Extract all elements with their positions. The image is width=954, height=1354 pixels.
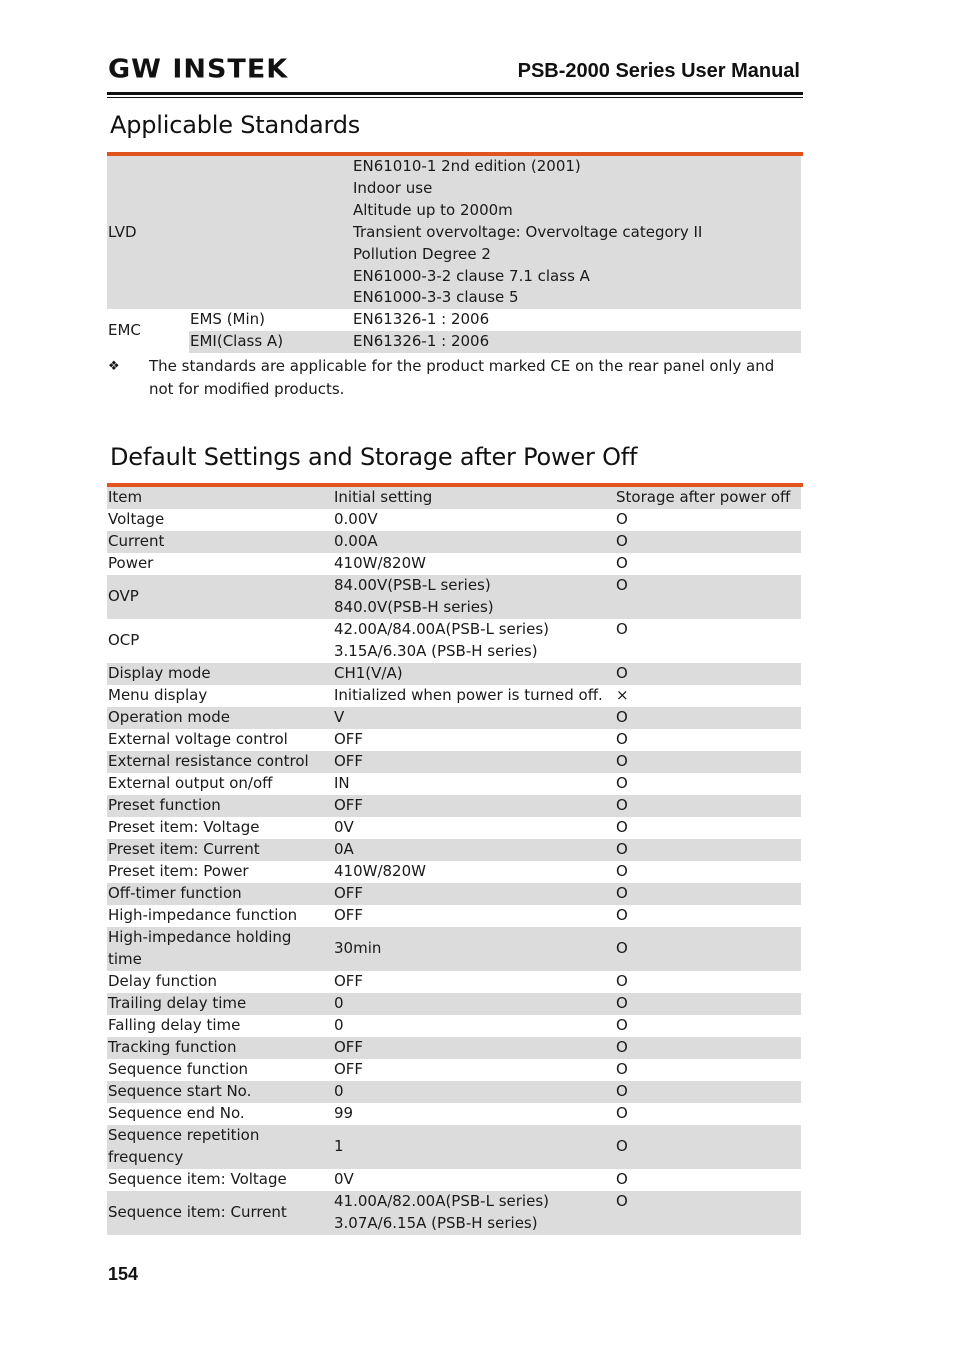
item-text: Delay function (108, 972, 218, 991)
table-row (107, 1059, 801, 1081)
storage-cell: O (615, 1081, 801, 1103)
item-cell (107, 1037, 333, 1059)
item-text: External voltage control (108, 730, 288, 749)
item-cell (107, 971, 333, 993)
item-cell (107, 795, 333, 817)
storage-cell: O (616, 620, 628, 638)
initial-setting-text: 84.00V(PSB-L series) (334, 576, 491, 595)
initial-setting-cell (333, 1059, 615, 1081)
storage-cell: O (615, 839, 801, 861)
storage-cell: O (616, 1016, 628, 1035)
storage-cell: O (616, 774, 628, 793)
item-text: Sequence item: Current (108, 1203, 287, 1222)
header-rule (107, 92, 803, 95)
storage-cell: O (615, 1125, 801, 1169)
storage-cell: O (616, 730, 628, 749)
initial-setting-cell (333, 795, 615, 817)
item-cell (107, 861, 333, 883)
initial-setting-cell (333, 619, 615, 663)
initial-setting-cell (333, 1081, 615, 1103)
table-row (107, 707, 801, 729)
initial-setting-cell (333, 883, 615, 905)
initial-setting-text: 42.00A/84.00A(PSB-L series) (334, 620, 549, 639)
initial-setting-cell (333, 839, 615, 861)
table-row (107, 773, 801, 795)
storage-cell: O (615, 663, 801, 685)
item-text: Preset item: Current (108, 840, 260, 859)
item-cell (107, 509, 333, 531)
item-cell (107, 1169, 333, 1191)
storage-cell: O (615, 531, 801, 553)
initial-setting-text: 99 (334, 1104, 354, 1123)
item-text: Sequence function (108, 1060, 249, 1079)
initial-setting-cell (333, 509, 615, 531)
table-row (107, 927, 801, 971)
item-cell (107, 1125, 333, 1169)
item-cell (107, 531, 333, 553)
table-row (107, 1103, 801, 1125)
table-row (107, 993, 801, 1015)
lvd-line: Altitude up to 2000m (353, 200, 513, 219)
initial-setting-cell (333, 773, 615, 795)
item-text: External resistance control (108, 752, 309, 771)
initial-setting-text: OFF (334, 796, 364, 815)
storage-cell: O (615, 1037, 801, 1059)
initial-setting-cell (333, 1103, 615, 1125)
emc-value: EN61326-1 : 2006 (350, 309, 801, 331)
initial-setting-text: 0 (334, 1082, 344, 1101)
item-text: Operation mode (108, 708, 230, 727)
item-text: time (108, 950, 142, 968)
emc-sub-label: EMS (Min) (189, 309, 350, 331)
lvd-line: Indoor use (353, 178, 433, 197)
item-text: OVP (108, 587, 139, 606)
initial-setting-text: 0V (334, 1170, 354, 1189)
item-cell (107, 927, 333, 971)
storage-cell: O (616, 554, 628, 573)
note-line: not for modified products. (149, 380, 345, 398)
initial-setting-cell (333, 531, 615, 553)
item-text: Display mode (108, 664, 211, 683)
item-text: Power (108, 554, 154, 573)
storage-cell: × (616, 686, 629, 705)
item-text: Sequence end No. (108, 1104, 245, 1123)
table-row (107, 1037, 801, 1059)
table-row (107, 817, 801, 839)
initial-setting-text: V (334, 708, 345, 727)
initial-setting-text: 41.00A/82.00A(PSB-L series) (334, 1192, 549, 1211)
default-settings-table (107, 487, 801, 1235)
table-row (107, 1015, 801, 1037)
storage-cell: O (616, 510, 628, 529)
section-title-default-settings: Default Settings and Storage after Power Off (110, 443, 638, 471)
lvd-lines (350, 156, 801, 309)
initial-setting-cell (333, 993, 615, 1015)
column-header: Storage after power off (615, 487, 801, 509)
storage-cell: O (616, 1104, 628, 1123)
item-text: Preset item: Power (108, 862, 249, 881)
table-row (107, 1191, 801, 1235)
section-title-applicable-standards: Applicable Standards (110, 111, 361, 139)
table-row (107, 1081, 801, 1103)
item-cell (107, 1081, 333, 1103)
item-text: Tracking function (108, 1038, 237, 1057)
standards-table (107, 156, 801, 353)
table-row (107, 729, 801, 751)
storage-cell: O (616, 972, 628, 991)
initial-setting-cell (333, 685, 615, 707)
item-text: External output on/off (108, 774, 273, 793)
item-cell (107, 883, 333, 905)
item-cell (107, 707, 333, 729)
initial-setting-text: 0V (334, 818, 354, 837)
table-row-emc (107, 331, 801, 353)
initial-setting-cell (333, 861, 615, 883)
initial-setting-text: 0 (334, 994, 344, 1013)
item-text: OCP (108, 631, 140, 650)
item-cell (107, 729, 333, 751)
table-row (107, 619, 801, 663)
initial-setting-cell (333, 663, 615, 685)
storage-cell: O (616, 1060, 628, 1079)
lvd-line: EN61000-3-2 clause 7.1 class A (353, 266, 590, 285)
initial-setting-text: 840.0V(PSB-H series) (334, 598, 494, 616)
initial-setting-cell (333, 905, 615, 927)
table-row (107, 883, 801, 905)
storage-cell: O (616, 818, 628, 837)
item-text: Sequence start No. (108, 1082, 252, 1101)
lvd-line: Pollution Degree 2 (353, 244, 491, 263)
storage-cell: O (615, 927, 801, 971)
gw-instek-logo: GW INSTEK (108, 54, 289, 85)
initial-setting-text: 0 (334, 1016, 344, 1035)
emc-value: EN61326-1 : 2006 (350, 331, 801, 353)
item-text: Menu display (108, 686, 208, 705)
lvd-line: Transient overvoltage: Overvoltage category II (353, 222, 703, 241)
column-header: Initial setting (333, 487, 615, 509)
table-row (107, 575, 801, 619)
column-header: Item (107, 487, 333, 509)
table-row (107, 751, 801, 773)
item-cell (107, 685, 333, 707)
item-cell (107, 751, 333, 773)
header-rule-thin (107, 97, 803, 98)
storage-cell: O (615, 883, 801, 905)
table-row (107, 795, 801, 817)
storage-cell: O (615, 1191, 801, 1235)
item-cell (107, 1103, 333, 1125)
storage-cell: O (615, 993, 801, 1015)
storage-cell: O (616, 1170, 628, 1189)
item-cell (107, 1191, 333, 1235)
table-row (107, 553, 801, 575)
emc-label: EMC (107, 309, 189, 353)
initial-setting-cell (333, 1169, 615, 1191)
initial-setting-text: OFF (334, 1038, 364, 1057)
initial-setting-cell (333, 817, 615, 839)
item-cell (107, 905, 333, 927)
item-cell (107, 773, 333, 795)
initial-setting-text: OFF (334, 906, 364, 925)
table-row (107, 839, 801, 861)
lvd-line: EN61000-3-3 clause 5 (353, 288, 519, 307)
item-text: Preset function (108, 796, 221, 815)
initial-setting-text: 30min (334, 939, 382, 958)
standards-note (108, 355, 798, 401)
storage-cell: O (616, 862, 628, 881)
item-text: Trailing delay time (108, 994, 247, 1013)
initial-setting-text: OFF (334, 730, 364, 749)
initial-setting-text: 3.15A/6.30A (PSB-H series) (334, 642, 538, 660)
initial-setting-cell (333, 1191, 615, 1235)
initial-setting-cell (333, 751, 615, 773)
item-text: Current (108, 532, 165, 551)
initial-setting-text: Initialized when power is turned off. (334, 686, 603, 705)
item-cell (107, 839, 333, 861)
item-cell (107, 1015, 333, 1037)
initial-setting-cell (333, 707, 615, 729)
table-row (107, 905, 801, 927)
item-text: Sequence repetition (108, 1126, 260, 1145)
lvd-label: LVD (107, 156, 350, 309)
table-header-row (107, 487, 801, 509)
item-cell (107, 1059, 333, 1081)
initial-setting-text: OFF (334, 972, 364, 991)
item-cell (107, 993, 333, 1015)
initial-setting-text: OFF (334, 884, 364, 903)
item-cell (107, 575, 333, 619)
table-row (107, 971, 801, 993)
initial-setting-cell (333, 575, 615, 619)
item-text: Sequence item: Voltage (108, 1170, 287, 1189)
initial-setting-cell (333, 1125, 615, 1169)
table-row (107, 861, 801, 883)
item-text: Voltage (108, 510, 165, 529)
initial-setting-cell (333, 553, 615, 575)
item-cell (107, 553, 333, 575)
storage-cell: O (615, 751, 801, 773)
initial-setting-text: CH1(V/A) (334, 664, 403, 683)
initial-setting-text: OFF (334, 752, 364, 771)
table-row (107, 1169, 801, 1191)
storage-cell: O (615, 795, 801, 817)
initial-setting-text: 0.00A (334, 532, 378, 551)
table-row (107, 531, 801, 553)
diamond-bullet-icon: ❖ (108, 359, 120, 374)
initial-setting-text: IN (334, 774, 350, 793)
emc-sub-label: EMI(Class A) (189, 331, 350, 353)
item-text: Preset item: Voltage (108, 818, 260, 837)
note-line: The standards are applicable for the product marked CE on the rear panel only and (149, 357, 775, 375)
default-settings-body (107, 509, 801, 1235)
storage-cell: O (615, 575, 801, 619)
table-row (107, 509, 801, 531)
item-text: Off-timer function (108, 884, 242, 903)
item-cell (107, 619, 333, 663)
manual-title: PSB-2000 Series User Manual (517, 60, 800, 82)
table-row-emc (107, 309, 801, 331)
initial-setting-text: OFF (334, 1060, 364, 1079)
initial-setting-cell (333, 1015, 615, 1037)
item-cell (107, 817, 333, 839)
initial-setting-text: 0.00V (334, 510, 378, 529)
initial-setting-cell (333, 1037, 615, 1059)
table-row (107, 663, 801, 685)
initial-setting-cell (333, 729, 615, 751)
item-cell (107, 663, 333, 685)
initial-setting-cell (333, 927, 615, 971)
storage-cell: O (616, 906, 628, 925)
initial-setting-cell (333, 971, 615, 993)
item-text: High-impedance holding (108, 928, 292, 947)
initial-setting-text: 410W/820W (334, 862, 426, 881)
item-text: Falling delay time (108, 1016, 241, 1035)
initial-setting-text: 1 (334, 1137, 344, 1156)
item-text: frequency (108, 1148, 184, 1166)
table-row-lvd (107, 156, 801, 309)
lvd-line: EN61010-1 2nd edition (2001) (353, 157, 581, 175)
table-row (107, 1125, 801, 1169)
initial-setting-text: 3.07A/6.15A (PSB-H series) (334, 1214, 538, 1232)
item-text: High-impedance function (108, 906, 298, 925)
table-row (107, 685, 801, 707)
storage-cell: O (615, 707, 801, 729)
page-number: 154 (108, 1264, 139, 1284)
initial-setting-text: 410W/820W (334, 554, 426, 573)
initial-setting-text: 0A (334, 840, 354, 859)
